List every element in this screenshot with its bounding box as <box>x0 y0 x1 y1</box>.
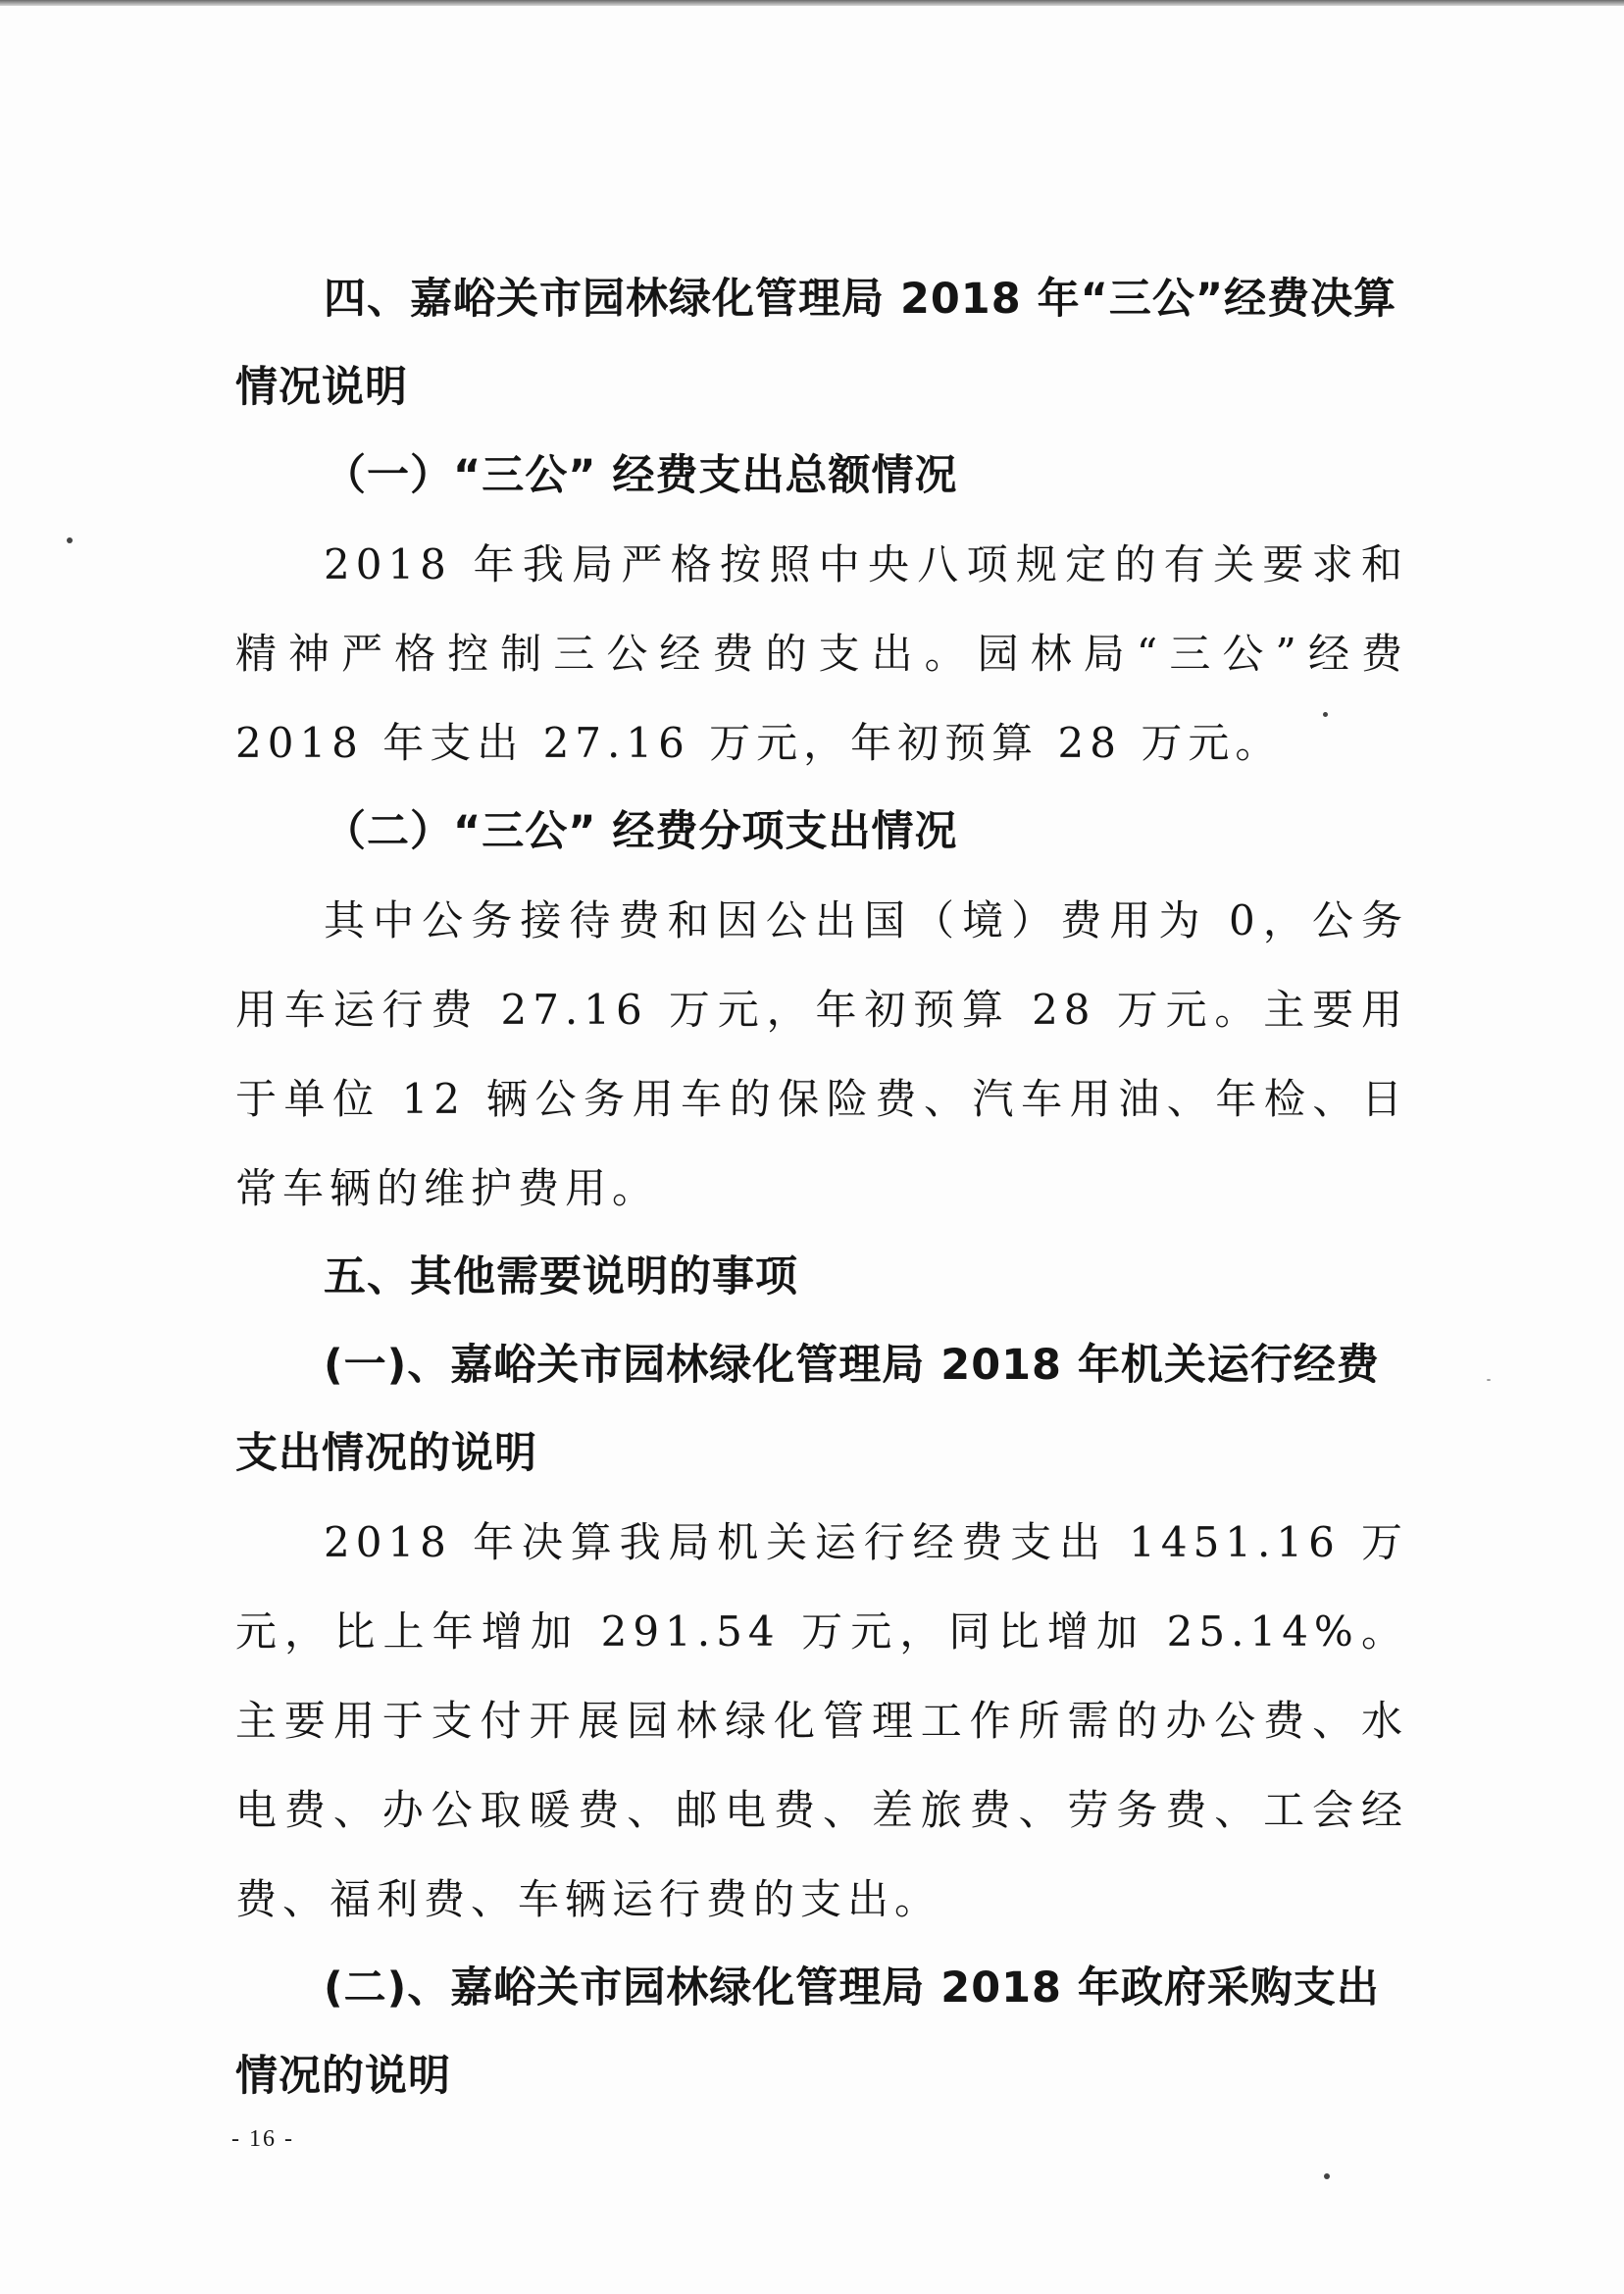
subsection-5-1-paragraph: 2018 年决算我局机关运行经费支出 1451.16 万元，比上年增加 291.54 万元，同比增加 25.14%。主要用于支付开展园林绿化管理工作所需的办公费、水电费、办公取暖费、邮电费、差旅费、劳务费、工会经费、福利费、车辆运行费的支出。 <box>235 1518 1408 1923</box>
document-body <box>235 255 1408 2120</box>
section-5-heading: 五、其他需要说明的事项 <box>324 1252 798 1301</box>
section-4-heading: 四、嘉峪关市园林绿化管理局 2018 年“三公”经费决算情况说明 <box>235 275 1397 412</box>
subsection-4-1-paragraph: 2018 年我局严格按照中央八项规定的有关要求和精神严格控制三公经费的支出。园林局“三公”经费 2018 年支出 27.16 万元，年初预算 28 万元。 <box>235 540 1408 767</box>
scan-speck <box>67 537 73 543</box>
scan-top-edge <box>0 0 1624 6</box>
scan-speck <box>1323 712 1328 717</box>
subsection-4-2-paragraph: 其中公务接待费和因公出国（境）费用为 0，公务用车运行费 27.16 万元，年初预算 28 万元。主要用于单位 12 辆公务用车的保险费、汽车用油、年检、日常车辆的维护费用。 <box>235 896 1408 1212</box>
subsection-5-2-heading: (二)、嘉峪关市园林绿化管理局 2018 年政府采购支出情况的说明 <box>235 1963 1380 2101</box>
scan-speck <box>1324 2173 1330 2179</box>
subsection-4-1-heading: （一）“三公” 经费支出总额情况 <box>324 451 958 500</box>
subsection-4-2-heading: （二）“三公” 经费分项支出情况 <box>324 807 958 856</box>
page-number: - 16 - <box>231 2126 294 2152</box>
scan-speck <box>1487 1379 1491 1381</box>
subsection-5-1-heading: (一)、嘉峪关市园林绿化管理局 2018 年机关运行经费支出情况的说明 <box>235 1341 1380 1478</box>
